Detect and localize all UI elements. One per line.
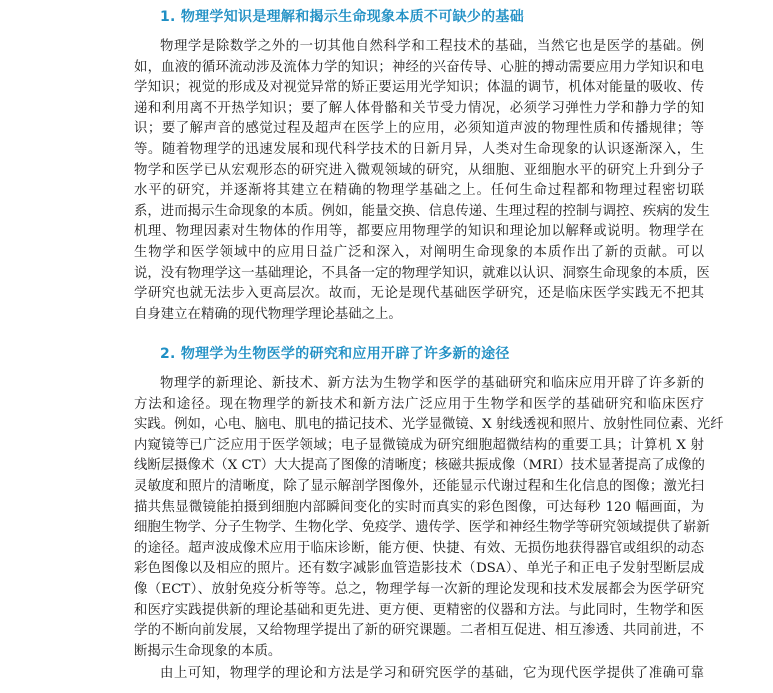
paragraph-line: 学知识；视觉的形成及对视觉异常的矫正要运用光学知识；体温的调节，机体对能量的吸收、传 [134, 80, 704, 96]
paragraph-line: 物理学是除数学之外的一切其他自然科学和工程技术的基础，当然它也是医学的基础。例 [160, 39, 704, 54]
paragraph-line: 水平的研究，并逐渐将其建立在精确的物理学基础之上。任何生命过程都和物理过程密切联 [134, 183, 704, 199]
paragraph-line: 自身建立在精确的现代物理学理论基础之上。 [134, 306, 402, 322]
paragraph-line: 由上可知，物理学的理论和方法是学习和研究医学的基础，它为现代医学提供了准确可靠 [160, 666, 704, 681]
paragraph-line: 的途径。超声波成像术应用于临床诊断，能方便、快捷、有效、无损伤地获得器官或组织的动态 [134, 540, 704, 556]
paragraph-line: 如，血液的循环流动涉及流体力学的知识；神经的兴奋传导、心脏的搏动需要应用力学知识和电 [134, 59, 704, 75]
paragraph-line: 学研究也就无法步入更高层次。故而，无论是现代基础医学研究，还是临床医学实践无不把其 [134, 286, 704, 302]
paragraph-line: 生物学和医学领域中的应用日益广泛和深入，对阐明生命现象的本质作出了新的贡献。可以 [134, 244, 704, 260]
paragraph-line: 实践。例如，心电、脑电、肌电的描记技术、光学显微镜、X 射线透视和照片、放射性同位素、光纤 [134, 417, 724, 433]
paragraph-line: 断揭示生命现象的本质。 [134, 643, 282, 659]
paragraph-line: 线断层摄像术（X CT）大大提高了图像的清晰度；核磁共振成像（MRI）技术显著提高了成像的 [134, 458, 705, 474]
paragraph-line: 递和利用离不开热学知识；要了解人体骨骼和关节受力情况，必须学习弹性力学和静力学的知 [134, 100, 704, 116]
paragraph-line: 物学和医学已从宏观形态的研究进入微观领域的研究，从细胞、亚细胞水平的研究上升到分子 [134, 162, 704, 178]
paragraph-line: 系，进而揭示生命现象的本质。例如，能量交换、信息传递、生理过程的控制与调控、疾病的发生 [134, 203, 710, 219]
section-1-paragraph [134, 37, 710, 325]
paragraph-line: 和医疗实践提供新的理论基础和更先进、更方便、更精密的仪器和方法。与此同时，生物学和医 [134, 602, 704, 618]
paragraph-line: 内窥镜等已广泛应用于医学领域；电子显微镜成为研究细胞超微结构的重要工具；计算机 X 射 [134, 437, 704, 453]
section-2-heading: 2. 物理学为生物医学的研究和应用开辟了许多新的途径 [160, 346, 510, 362]
section-1-heading: 1. 物理学知识是理解和揭示生命现象本质不可缺少的基础 [160, 9, 525, 25]
paragraph-line: 识；要了解声音的感觉过程及超声在医学上的应用，必须知道声波的物理性质和传播规律；等 [134, 121, 704, 137]
paragraph-line: 说，没有物理学这一基础理论，不具备一定的物理学知识，就难以认识、洞察生命现象的本质，医 [134, 265, 710, 281]
paragraph-line: 彩色图像以及相应的照片。还有数字减影血管造影技术（DSA）、单光子和正电子发射型断层成 [134, 561, 704, 577]
section-3-paragraph [134, 664, 704, 685]
paragraph-line: 灵敏度和照片的清晰度，除了显示解剖学图像外，还能显示代谢过程和生化信息的图像；激光扫 [134, 478, 704, 494]
paragraph-line: 像（ECT）、放射免疫分析等等。总之，物理学每一次新的理论发现和技术发展都会为医学研究 [134, 581, 704, 597]
section-2-paragraph [134, 374, 724, 662]
paragraph-line: 物理学的新理论、新技术、新方法为生物学和医学的基础研究和临床应用开辟了许多新的 [160, 376, 704, 391]
paragraph-line: 细胞生物学、分子生物学、生物化学、免疫学、遗传学、医学和神经生物学等研究领域提供了崭新 [134, 520, 710, 536]
paragraph-line: 等。随着物理学的迅速发展和现代科学技术的日新月异，人类对生命现象的认识逐渐深入，生 [134, 141, 704, 157]
paragraph-line: 学的不断向前发展，又给物理学提出了新的研究课题。二者相互促进、相互渗透、共同前进，不 [134, 623, 704, 639]
paragraph-line: 方法和途径。现在物理学的新技术和新方法广泛应用于生物学和医学的基础研究和临床医疗 [134, 396, 704, 412]
paragraph-line: 描共焦显微镜能拍摄到细胞内部瞬间变化的实时而真实的彩色图像，可达每秒 120 幅画面，为 [134, 499, 704, 515]
paragraph-line: 机理、物理因素对生物体的作用等，都要应用物理学的知识和理论加以解释或说明。物理学在 [134, 224, 704, 240]
